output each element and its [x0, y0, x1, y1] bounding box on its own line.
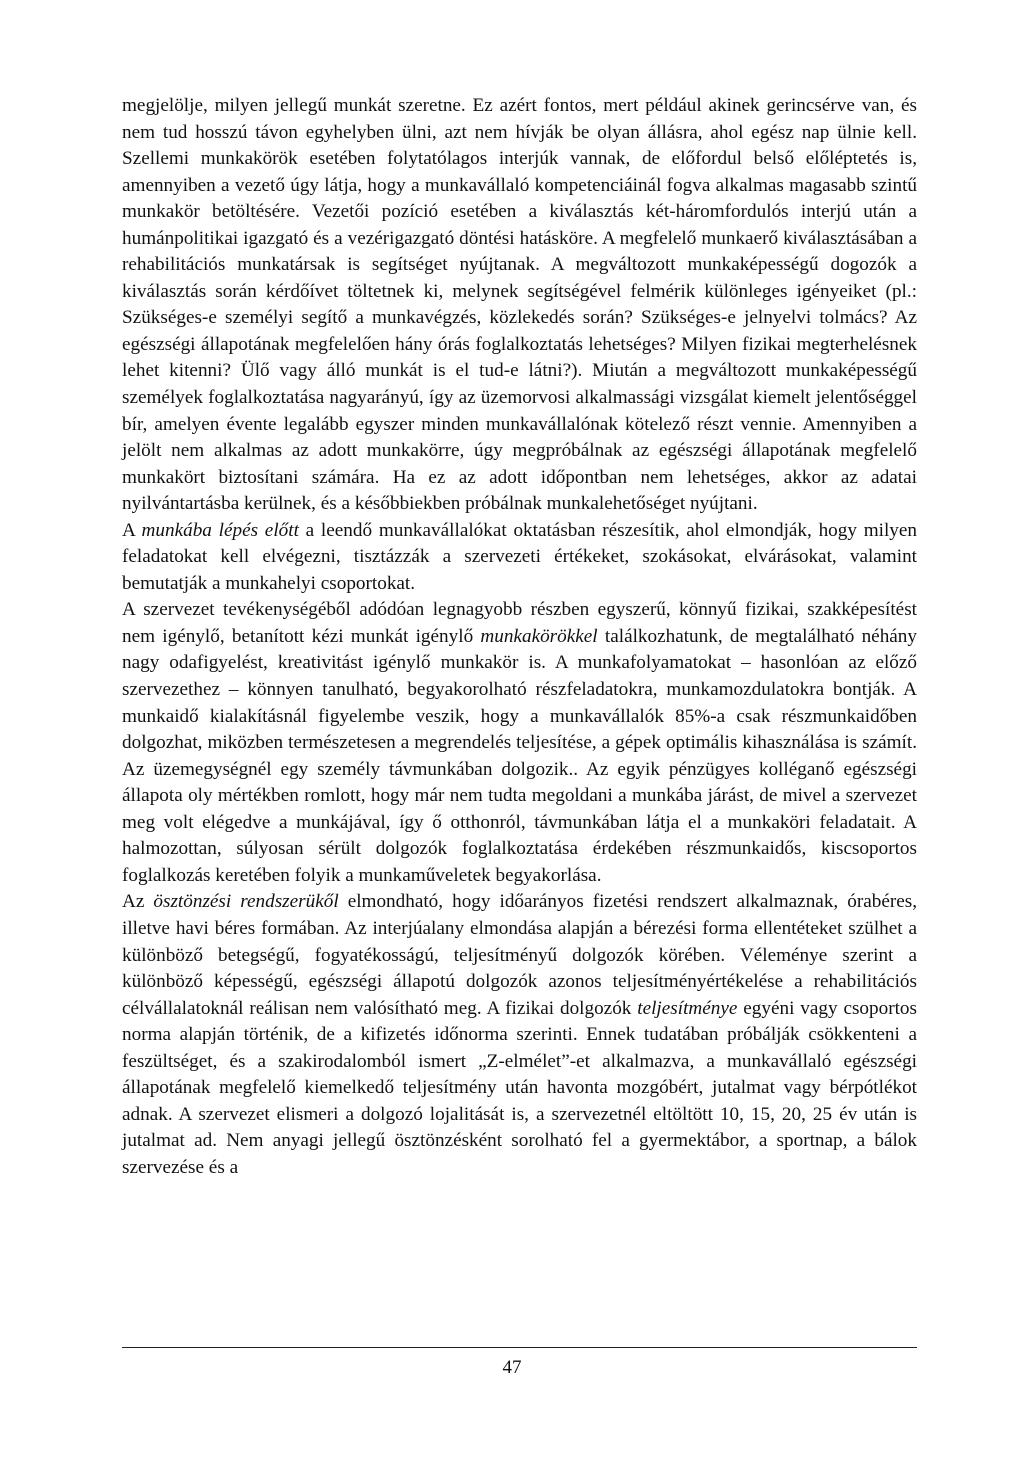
- text-run: elmondható, hogy időarányos fizetési rendszert alkalmaznak, órabéres, illetve havi béres formában. Az interjúalany elmondása alapján a bérezési forma ellentéteket szülhet a különböző betegségű, fogyatékosságú, teljesítményű dolgozók körében. Véleménye szerint a különböző képességű, egészségi állapotú dolgozók azonos teljesítményértékelése a rehabilitációs célvállalatoknál reálisan nem valósítható meg. A fizikai dolgozók: [122, 891, 918, 1019]
- text-run: megjelölje, milyen jellegű munkát szeretne. Ez azért fontos, mert például akinek gerincsérve van, és nem tud hosszú távon egyhelyben ülni, azt nem hívják be olyan állásra, ahol egész nap ülnie kell. Szellemi munkakörök esetében folytatólagos interjúk vannak, de előfordul belső előléptetés is, amennyiben a vezető úgy látja, hogy a munkavállaló kompetenciáinál fogva alkalmas magasabb szintű munkakör betöltésére. Vezetői pozíció esetében a kiválasztás két-háromfordulós interjú után a humánpolitikai igazgató és a vezérigazgató döntési hatásköre. A megfelelő munkaerő kiválasztásában a rehabilitációs munkatársak is segítséget nyújtanak. A megváltozott munkaképességű dogozók a kiválasztás során kérdőívet töltetnek ki, melynek segítségével felmérik különleges igényeiket (pl.: Szükséges-e személyi segítő a munkavégzés, közlekedés során? Szükséges-e jelnyelvi tolmács? Az egészségi állapotának megfelelően hány órás foglalkoztatás lehetséges? Milyen fizikai megterhelésnek lehet kitenni? Ülő vagy álló munkát is el tud-e látni?). Miután a megváltozott munkaképességű személyek foglalkoztatása nagyarányú, így az üzemorvosi alkalmassági vizsgálat kiemelt jelentőséggel bír, amelyen évente legalább egyszer minden munkavállalónak kötelező részt vennie. Amennyiben a jelölt nem alkalmas az adott munkakörre, úgy megpróbálnak az egészségi állapotának megfelelő munkakört biztosítani számára. Ha ez az adott időpontban nem lehetséges, akkor az adatai nyilvántartásba kerülnek, és a későbbiekben próbálnak munkalehetőséget nyújtani.: [122, 95, 917, 515]
- text-run: A: [122, 519, 142, 541]
- page-body-text: [122, 93, 917, 1181]
- paragraph: [122, 597, 917, 889]
- italic-term: munkakörökkel: [480, 625, 598, 647]
- paragraph: [122, 93, 917, 518]
- text-run: a leendő munkavállalókat oktatásban részesítik, ahol elmondják, hogy milyen feladatokat kell elvégezni, tisztázzák a szervezeti értékeket, szokásokat, elvárásokat, valamint bemutatják a munkahelyi csoportokat.: [122, 519, 917, 594]
- text-run: A szervezet tevékenységéből adódóan legnagyobb részben egyszerű, könnyű fizikai, szakképesítést nem igénylő, betanított kézi munkát igénylő: [122, 599, 917, 647]
- text-run: találkozhatunk, de megtalálható néhány nagy odafigyelést, kreativitást igénylő munkakör is. A munkafolyamatokat – hasonlóan az előző szervezethez – könnyen tanulható, begyakorolható részfeladatokra, munkamozdulatokra bontják. A munkaidő kialakításnál figyelembe veszik, hogy a munkavállalók 85%-a csak részmunkaidőben dolgozhat, miközben természetesen a megrendelés teljesítése, a gépek optimális kihasználása is számít. Az üzemegységnél egy személy távmunkában dolgozik.. Az egyik pénzügyes kolléganő egészségi állapota oly mértékben romlott, hogy már nem tudta megoldani a munkába járást, de mivel a szervezet meg volt elégedve a munkájával, így ő otthonról, távmunkában látja el a munkaköri feladatait. A halmozottan, súlyosan sérült dolgozók foglalkoztatása érdekében részmunkaidős, kiscsoportos foglalkozás keretében folyik a munkaműveletek begyakorlása.: [122, 625, 917, 886]
- text-run: egyéni vagy csoportos norma alapján történik, de a kifizetés időnorma szerinti. Ennek tudatában próbálják csökkenteni a feszültséget, és a szakirodalomból ismert „Z-elmélet”-et alkalmazva, a munkavállaló egészségi állapotának megfelelő kiemelkedő teljesítmény után havonta mozgóbért, jutalmat vagy bérpótlékot adnak. A szervezet elismeri a dolgozó lojalitását is, a szervezetnél eltöltött 10, 15, 20, 25 év után is jutalmat ad. Nem anyagi jellegű ösztönzésként sorolható fel a gyermektábor, a sportnap, a bálok szervezése és a: [122, 997, 917, 1178]
- italic-term: teljesítménye: [637, 997, 738, 1019]
- footer-divider: [122, 1347, 917, 1348]
- paragraph: [122, 518, 917, 598]
- text-run: Az: [122, 891, 154, 913]
- italic-term: ösztönzési rendszerükől: [153, 891, 339, 913]
- paragraph: [122, 889, 917, 1181]
- italic-term: munkába lépés előtt: [141, 519, 299, 541]
- page-number: 47: [502, 1357, 522, 1378]
